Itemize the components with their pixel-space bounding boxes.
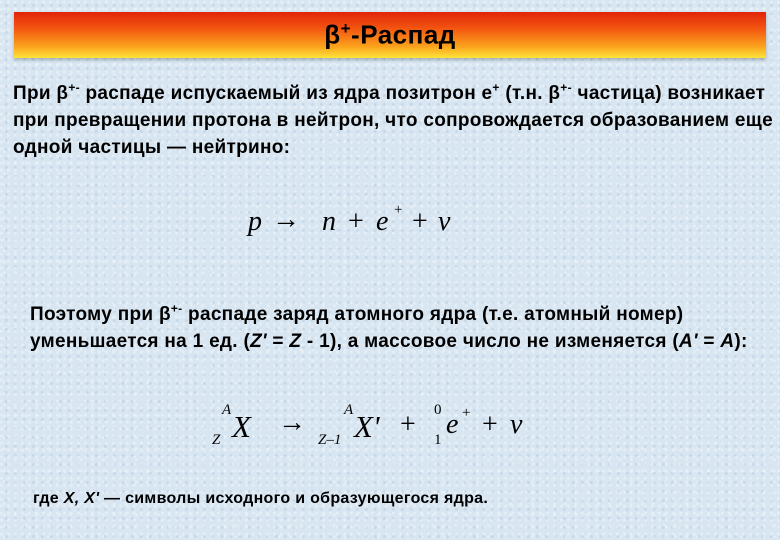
title-beta: β (324, 19, 341, 50)
eq1-plus2: + (412, 206, 428, 237)
charge-change-paragraph: Поэтому при β+- распаде заряд атомного ядра (т.е. атомный номер) уменьшается на 1 ед. (Z' = Z - 1), а массовое число не изменяется (A' = A): (30, 301, 748, 352)
eq2-zero: 0 (434, 402, 442, 418)
eq1-e-sup: + (394, 202, 403, 218)
eq2-Z1: Z (212, 432, 221, 448)
eq1-n: n (322, 206, 336, 237)
eq1-plus1: + (348, 206, 364, 237)
eq1-p: p (248, 206, 262, 237)
eq1-nu: ν (438, 206, 451, 237)
footnote: где X, X' — символы исходного и образующегося ядра. (33, 490, 489, 507)
eq2-one: 1 (434, 432, 442, 448)
eq2-nu: ν (510, 409, 523, 440)
eq2-e: e (446, 409, 459, 440)
eq2-arrow: → (278, 407, 306, 438)
title-bar (14, 12, 766, 58)
eq2-Z2: Z–1 (318, 432, 342, 448)
title-rest: -Распад (351, 19, 456, 50)
eq2-e-sup: + (462, 405, 471, 421)
nuclear-decay-equation (208, 402, 548, 457)
slide-title (324, 19, 456, 51)
eq1-arrow: → (272, 204, 300, 235)
eq2-plus1: + (400, 409, 416, 440)
proton-decay-equation (248, 202, 478, 246)
intro-paragraph: При β+- распаде испускаемый из ядра позитрон e+ (т.н. β+- частица) возникает при превращении протона в нейтрон, что сопровождается образованием еще одной частицы — нейтрино: (13, 80, 773, 158)
eq2-A1: A (222, 402, 232, 418)
eq2-A2: A (344, 402, 354, 418)
eq1-e: e (376, 206, 389, 237)
eq2-X: X (232, 409, 251, 444)
eq2-Xprime: X' (354, 409, 380, 444)
eq2-plus2: + (482, 409, 498, 440)
title-plus-sup: + (340, 19, 352, 39)
